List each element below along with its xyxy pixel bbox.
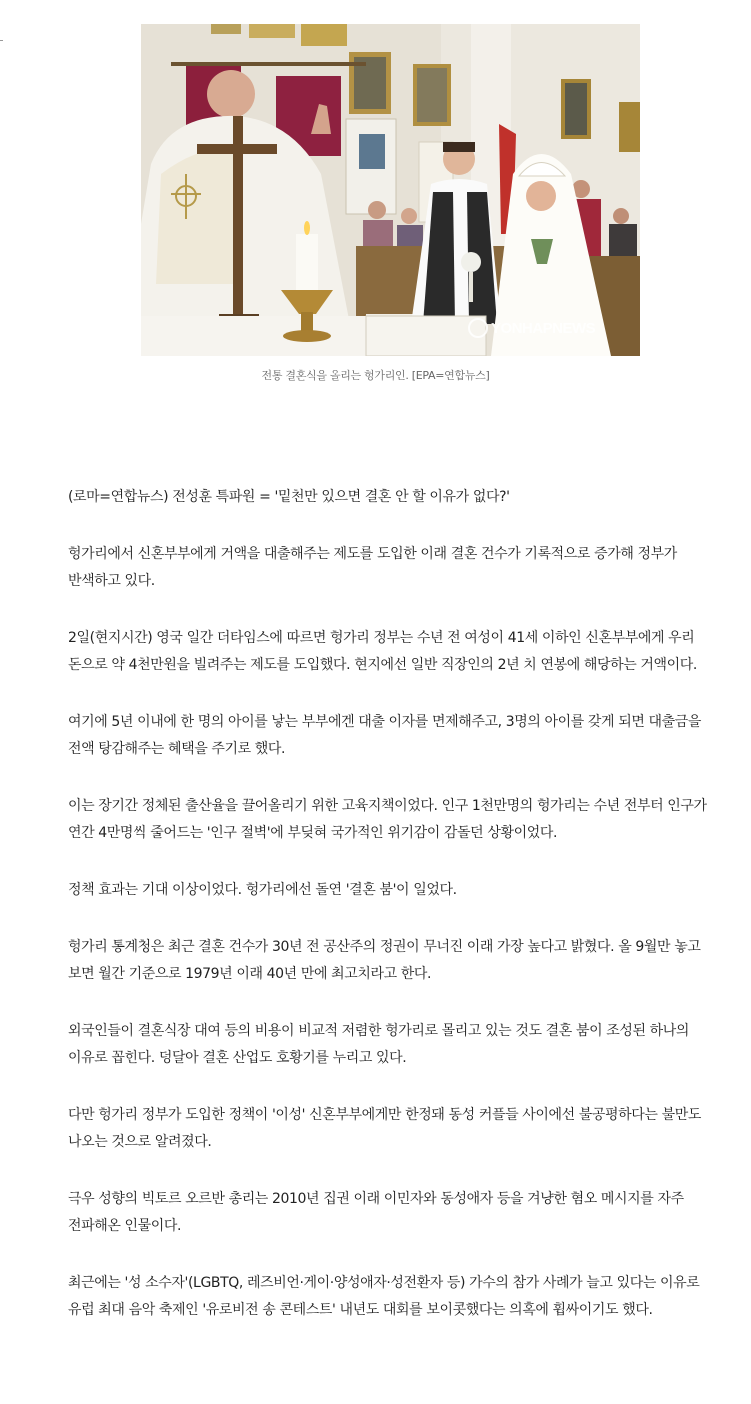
article-paragraph: 극우 성향의 빅토르 오르반 총리는 2010년 집권 이래 이민자와 동성애자 등을 겨냥한 혐오 메시지를 자주 전파해온 인물이다. <box>68 1191 684 1234</box>
article-paragraph: 헝가리 통계청은 최근 결혼 건수가 30년 전 공산주의 정권이 무너진 이래 가장 높다고 밝혔다. 올 9월만 놓고 보면 월간 기준으로 1979년 이래 40년 만에 최고치라고 한다. <box>68 939 701 982</box>
article-paragraph: 최근에는 '성 소수자'(LGBTQ, 레즈비언·게이·양성애자·성전환자 등) 가수의 참가 사례가 늘고 있다는 이유로 유럽 최대 음악 축제인 '유로비전 송 콘테스트' 내년도 대회를 보이콧했다는 의혹에 휩싸이기도 했다. <box>68 1275 700 1318</box>
photo-watermark: YONHAPNEWS <box>491 320 596 337</box>
article-paragraph: 2일(현지시간) 영국 일간 더타임스에 따르면 헝가리 정부는 수년 전 여성이 41세 이하인 신혼부부에게 우리 돈으로 약 4천만원을 빌려주는 제도를 도입했다. 현지에선 일반 직장인의 2년 치 연봉에 해당하는 거액이다. <box>68 630 697 673</box>
article-paragraph: 헝가리에서 신혼부부에게 거액을 대출해주는 제도를 도입한 이래 결혼 건수가 기록적으로 증가해 정부가 반색하고 있다. <box>68 546 677 589</box>
article-paragraph: 여기에 5년 이내에 한 명의 아이를 낳는 부부에겐 대출 이자를 면제해주고, 3명의 아이를 갖게 되면 대출금을 전액 탕감해주는 혜택을 주기로 했다. <box>68 714 702 757</box>
page-edge-mark <box>0 40 3 41</box>
article-paragraph: 정책 효과는 기대 이상이었다. 헝가리에선 돌연 '결혼 붐'이 일었다. <box>68 882 457 898</box>
photo-caption: 전통 결혼식을 올리는 헝가리인. [EPA=연합뉴스] <box>261 369 490 382</box>
article-paragraph: 이는 장기간 정체된 출산율을 끌어올리기 위한 고육지책이었다. 인구 1천만명의 헝가리는 수년 전부터 인구가 연간 4만명씩 줄어드는 '인구 절벽'에 부딪혀 국가적인 위기감이 감돌던 상황이었다. <box>68 798 707 841</box>
article-paragraph: 다만 헝가리 정부가 도입한 정책이 '이성' 신혼부부에게만 한정돼 동성 커플들 사이에선 불공평하다는 불만도 나오는 것으로 알려졌다. <box>68 1107 701 1150</box>
article-photo <box>141 24 640 356</box>
article-paragraph: 외국인들이 결혼식장 대여 등의 비용이 비교적 저렴한 헝가리로 몰리고 있는 것도 결혼 붐이 조성된 하나의 이유로 꼽힌다. 덩달아 결혼 산업도 호황기를 누리고 있다. <box>68 1023 690 1066</box>
article-paragraph: (로마=연합뉴스) 전성훈 특파원 = '밑천만 있으면 결혼 안 할 이유가 없다?' <box>68 489 510 505</box>
article-body <box>68 484 716 1354</box>
